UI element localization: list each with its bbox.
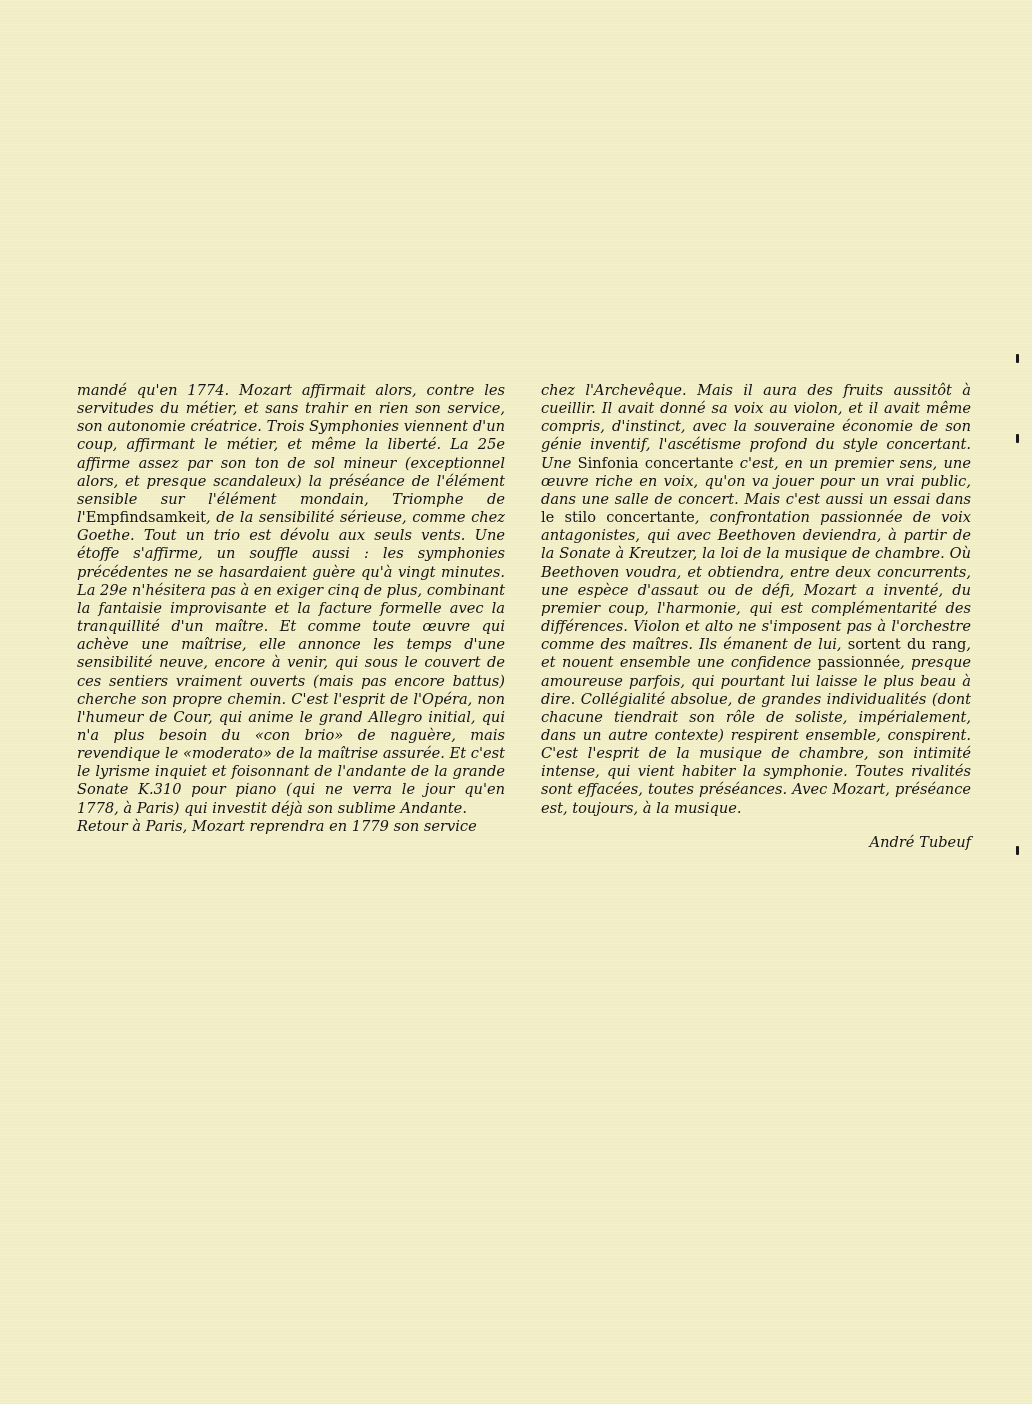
text-run: , de la sensibilité sérieuse, comme chez Goethe. Tout un trio est dévolu aux seuls vents. Une étoffe s'affirme, un souffle aussi : les symphonies précédentes ne se hasardaient guère qu'à vingt minutes. La 29e n'hésitera pas à en exiger cinq de plus, combinant la fantaisie improvisante et la facture formelle avec la tranquillité d'un maître. Et comme toute œuvre qui achève une maîtrise, elle annonce les temps d'une sensibilité neuve, encore à venir, qui sous le couvert de ces sentiers vraiment ouverts (mais pas encore battus) cherche son propre chemin. C'est l'esprit de l'Opéra, non l'humeur de Cour, qui anime le grand Allegro initial, qui n'a plus besoin du «con brio» de naguère, mais revendique le «moderato» de la maîtrise assurée. Et c'est le lyrisme inquiet et foisonnant de l'andante de la grande Sonate K.310 pour piano (qui ne verra le jour qu'en 1778, à Paris) qui investit déjà son sublime Andante. — [77, 509, 505, 817]
text-column-left — [77, 382, 505, 836]
text-run: c'est, en un premier sens, une œuvre riche en voix, qu'on va jouer pour un vrai public, dans une salle de concert. Mais c'est aussi un essai dans — [541, 454, 971, 508]
text-run: , presque amoureuse parfois, qui pourtant lui laisse le plus beau à dire. Collégialité absolue, de grandes individualités (dont chacune tiendrait son rôle de soliste, impérialement, dans un autre contexte) respirent ensemble, conspirent. C'est l'esprit de la musique de chambre, son intimité intense, qui vient habiter la symphonie. Toutes rivalités sont effacées, toutes préséances. Avec Mozart, préséance est, toujours, à la musique. — [541, 654, 971, 817]
paragraph: Retour à Paris, Mozart reprendra en 1779 son service — [77, 817, 477, 835]
paragraph — [77, 382, 505, 818]
text-run-upright: le stilo concertante — [541, 509, 695, 527]
text-run-upright: Sinfonia concertante — [577, 454, 734, 472]
text-run: , confrontation passionnée de voix antagonistes, qui avec Beethoven deviendra, à partir de la Sonate à Kreutzer, la loi de la musique de chambre. Où Beethoven voudra, et obtiendra, entre deux concurrents, une espèce d'assaut ou de défi, Mozart a inventé, du premier coup, l'harmonie, qui est complémentarité des différences. Violon et alto ne s'imposent pas à l'orchestre comme des maîtres. Ils émanent de lui, — [541, 509, 971, 654]
paragraph — [541, 382, 971, 818]
text-run-upright: passionnée — [817, 654, 901, 672]
text-run: chez l'Archevêque. Mais il aura des fruits aussitôt à cueillir. Il avait donné sa voix au violon, et il avait même compris, d'instinct, avec la souveraine économie de son génie inventif, l'ascétisme profond du style concertant. Une — [541, 382, 971, 472]
text-column-right — [541, 382, 971, 818]
author-signature: André Tubeuf — [869, 834, 971, 851]
edge-mark — [1016, 434, 1019, 443]
text-run-upright: sortent du rang — [847, 636, 967, 654]
text-run: mandé qu'en 1774. Mozart affirmait alors, contre les servitudes du métier, et sans trahir en rien son service, son autonomie créatrice. Trois Symphonies viennent d'un coup, affirmant le métier, et même la liberté. La 25e affirme assez par son ton de sol mineur (exceptionnel alors, et presque scandaleux) la préséance de l'élément sensible sur l'élément mondain, Triomphe de l' — [77, 382, 505, 527]
edge-mark — [1016, 354, 1019, 363]
text-run: , et nouent ensemble une confidence — [541, 636, 971, 672]
edge-mark — [1016, 846, 1019, 855]
text-run-upright: Empfindsamkeit — [85, 509, 207, 527]
